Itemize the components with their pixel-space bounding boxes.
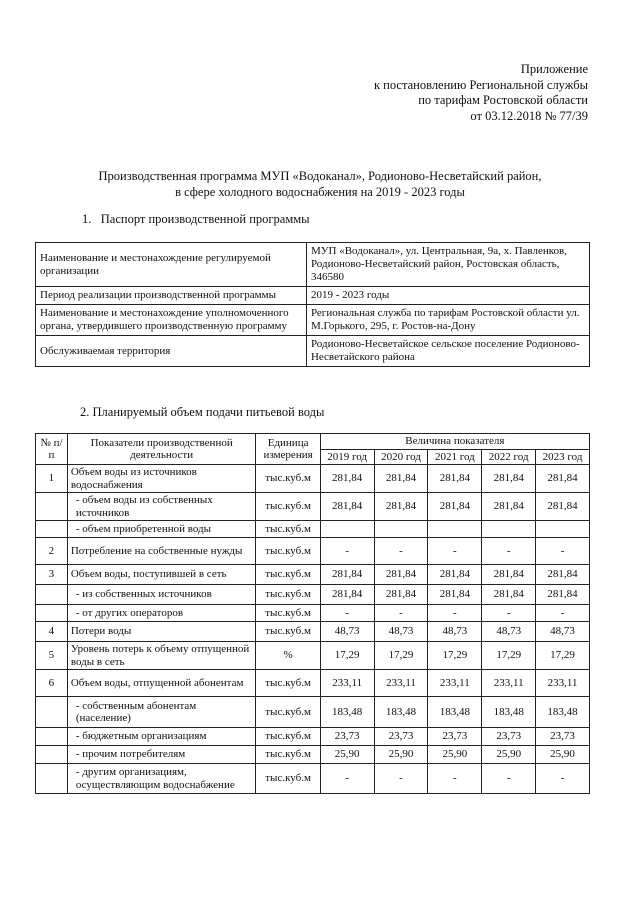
row-value: 281,84	[482, 493, 536, 521]
col-header-unit: Единица измерения	[256, 434, 320, 465]
table-row	[36, 605, 590, 622]
row-value: 281,84	[320, 585, 374, 605]
row-number	[36, 493, 68, 521]
row-unit: тыс.куб.м	[256, 565, 320, 585]
row-unit: тыс.куб.м	[256, 538, 320, 565]
row-number	[36, 728, 68, 746]
approval-block	[374, 62, 588, 124]
table-row	[36, 538, 590, 565]
passport-row	[36, 287, 590, 305]
row-number: 2	[36, 538, 68, 565]
col-header-year: 2022 год	[482, 449, 536, 465]
row-value: 183,48	[374, 697, 428, 728]
row-unit: тыс.куб.м	[256, 670, 320, 697]
row-value: 48,73	[374, 622, 428, 642]
water-volume-table	[35, 433, 590, 794]
col-header-value-group: Величина показателя	[320, 434, 589, 450]
row-value: 281,84	[320, 465, 374, 493]
row-value: 183,48	[482, 697, 536, 728]
col-header-num: № п/п	[36, 434, 68, 465]
table-row	[36, 622, 590, 642]
row-value: -	[536, 605, 590, 622]
section-number: 1.	[82, 212, 92, 226]
row-value: 281,84	[428, 565, 482, 585]
row-value: 25,90	[536, 746, 590, 764]
row-number	[36, 585, 68, 605]
col-header-indicator: Показатели производственной деятельности	[67, 434, 256, 465]
header-row	[36, 434, 590, 450]
row-value: 233,11	[482, 670, 536, 697]
row-value: 23,73	[482, 728, 536, 746]
passport-value: Родионово-Несветайское сельское поселение Родионово-Несветайского района	[306, 336, 589, 367]
approval-line: от 03.12.2018 № 77/39	[470, 108, 588, 123]
row-number	[36, 746, 68, 764]
row-label: Потребление на собственные нужды	[67, 538, 256, 565]
row-number: 4	[36, 622, 68, 642]
row-value: -	[320, 538, 374, 565]
row-value: -	[428, 538, 482, 565]
row-value: 281,84	[428, 465, 482, 493]
row-label: - собственным абонентам (население)	[67, 697, 256, 728]
row-label: Объем воды, отпущенной абонентам	[67, 670, 256, 697]
row-number	[36, 605, 68, 622]
col-header-year: 2021 год	[428, 449, 482, 465]
row-value: 23,73	[536, 728, 590, 746]
row-unit: тыс.куб.м	[256, 465, 320, 493]
row-value: 25,90	[320, 746, 374, 764]
row-value: 17,29	[320, 642, 374, 670]
passport-value: МУП «Водоканал», ул. Центральная, 9а, х. Павленков, Родионово-Несветайский район, Ростовская область, 346580	[306, 243, 589, 287]
row-value: 25,90	[428, 746, 482, 764]
row-value: -	[428, 605, 482, 622]
passport-row	[36, 336, 590, 367]
row-value: -	[482, 538, 536, 565]
row-value: -	[536, 764, 590, 794]
row-value: -	[536, 538, 590, 565]
row-unit: тыс.куб.м	[256, 521, 320, 538]
row-value: 281,84	[374, 465, 428, 493]
passport-key: Обслуживаемая территория	[36, 336, 307, 367]
row-label: Уровень потерь к объему отпущенной воды в сеть	[67, 642, 256, 670]
row-value: 17,29	[536, 642, 590, 670]
row-value: 48,73	[428, 622, 482, 642]
row-value: 48,73	[482, 622, 536, 642]
row-value: -	[482, 605, 536, 622]
row-value: 281,84	[536, 465, 590, 493]
passport-row	[36, 243, 590, 287]
document-title	[0, 168, 640, 200]
row-value: 281,84	[536, 585, 590, 605]
row-value: -	[482, 764, 536, 794]
row-label: - другим организациям, осуществляющим водоснабжение	[67, 764, 256, 794]
row-value: 48,73	[320, 622, 374, 642]
row-value: 183,48	[536, 697, 590, 728]
approval-line: по тарифам Ростовской области	[418, 93, 588, 107]
table-row	[36, 585, 590, 605]
row-value: 233,11	[536, 670, 590, 697]
table-body	[36, 465, 590, 794]
row-value	[536, 521, 590, 538]
row-unit: тыс.куб.м	[256, 697, 320, 728]
row-value: 281,84	[374, 565, 428, 585]
table-row	[36, 493, 590, 521]
row-unit: %	[256, 642, 320, 670]
row-unit: тыс.куб.м	[256, 728, 320, 746]
row-value: 183,48	[320, 697, 374, 728]
row-value: 233,11	[320, 670, 374, 697]
row-value: 48,73	[536, 622, 590, 642]
row-number: 6	[36, 670, 68, 697]
row-value: 25,90	[482, 746, 536, 764]
row-label: - бюджетным организациям	[67, 728, 256, 746]
row-value	[482, 521, 536, 538]
table-row	[36, 697, 590, 728]
row-unit: тыс.куб.м	[256, 605, 320, 622]
section-1-heading	[82, 212, 310, 227]
row-value	[374, 521, 428, 538]
row-value: 25,90	[374, 746, 428, 764]
table-row	[36, 521, 590, 538]
row-value: -	[428, 764, 482, 794]
table-row	[36, 764, 590, 794]
passport-key: Период реализации производственной программы	[36, 287, 307, 305]
passport-key: Наименование и местонахождение регулируемой организации	[36, 243, 307, 287]
row-value: 233,11	[374, 670, 428, 697]
row-number	[36, 521, 68, 538]
table-row	[36, 465, 590, 493]
row-value: 281,84	[482, 565, 536, 585]
row-unit: тыс.куб.м	[256, 585, 320, 605]
row-number	[36, 764, 68, 794]
col-header-year: 2023 год	[536, 449, 590, 465]
row-value: -	[320, 605, 374, 622]
row-value: 281,84	[320, 565, 374, 585]
title-line: Производственная программа МУП «Водоканал», Родионово-Несветайский район,	[98, 169, 542, 183]
row-value: 281,84	[374, 585, 428, 605]
row-label: - объем приобретенной воды	[67, 521, 256, 538]
row-value: 183,48	[428, 697, 482, 728]
row-label: Объем воды, поступившей в сеть	[67, 565, 256, 585]
row-value: 281,84	[536, 565, 590, 585]
col-header-year: 2020 год	[374, 449, 428, 465]
row-value: 23,73	[374, 728, 428, 746]
row-label: - от других операторов	[67, 605, 256, 622]
row-value: -	[374, 538, 428, 565]
approval-line: к постановлению Региональной службы	[373, 77, 588, 92]
table-row	[36, 565, 590, 585]
row-number: 5	[36, 642, 68, 670]
row-label: Потери воды	[67, 622, 256, 642]
row-label: - из собственных источников	[67, 585, 256, 605]
row-value: 17,29	[482, 642, 536, 670]
row-number: 1	[36, 465, 68, 493]
row-label: Объем воды из источников водоснабжения	[67, 465, 256, 493]
table-row	[36, 746, 590, 764]
row-value: 23,73	[428, 728, 482, 746]
row-value: -	[374, 764, 428, 794]
col-header-year: 2019 год	[320, 449, 374, 465]
table-row	[36, 670, 590, 697]
approval-line: Приложение	[520, 62, 588, 76]
row-value: 281,84	[428, 585, 482, 605]
row-unit: тыс.куб.м	[256, 622, 320, 642]
row-unit: тыс.куб.м	[256, 493, 320, 521]
row-value: 17,29	[374, 642, 428, 670]
section-2-heading: 2. Планируемый объем подачи питьевой воды	[80, 405, 325, 419]
row-label: - объем воды из собственных источников	[67, 493, 256, 521]
row-number	[36, 697, 68, 728]
row-value: 281,84	[536, 493, 590, 521]
row-value: 233,11	[428, 670, 482, 697]
row-value: 17,29	[428, 642, 482, 670]
row-value	[428, 521, 482, 538]
row-value: 281,84	[320, 493, 374, 521]
title-line: в сфере холодного водоснабжения на 2019 - 2023 годы	[175, 185, 465, 199]
row-value: 23,73	[320, 728, 374, 746]
passport-value: 2019 - 2023 годы	[306, 287, 589, 305]
row-unit: тыс.куб.м	[256, 746, 320, 764]
row-value	[320, 521, 374, 538]
row-unit: тыс.куб.м	[256, 764, 320, 794]
row-label: - прочим потребителям	[67, 746, 256, 764]
row-value: 281,84	[482, 585, 536, 605]
row-value: -	[320, 764, 374, 794]
row-number: 3	[36, 565, 68, 585]
section-title: Паспорт производственной программы	[100, 212, 310, 226]
row-value: 281,84	[482, 465, 536, 493]
table-row	[36, 728, 590, 746]
table-row	[36, 642, 590, 670]
row-value: -	[374, 605, 428, 622]
passport-row	[36, 305, 590, 336]
row-value: 281,84	[374, 493, 428, 521]
passport-value: Региональная служба по тарифам Ростовской области ул. М.Горького, 295, г. Ростов-на-Дону	[306, 305, 589, 336]
passport-key: Наименование и местонахождение уполномоченного органа, утвердившего производственную программу	[36, 305, 307, 336]
passport-table	[35, 242, 590, 367]
row-value: 281,84	[428, 493, 482, 521]
